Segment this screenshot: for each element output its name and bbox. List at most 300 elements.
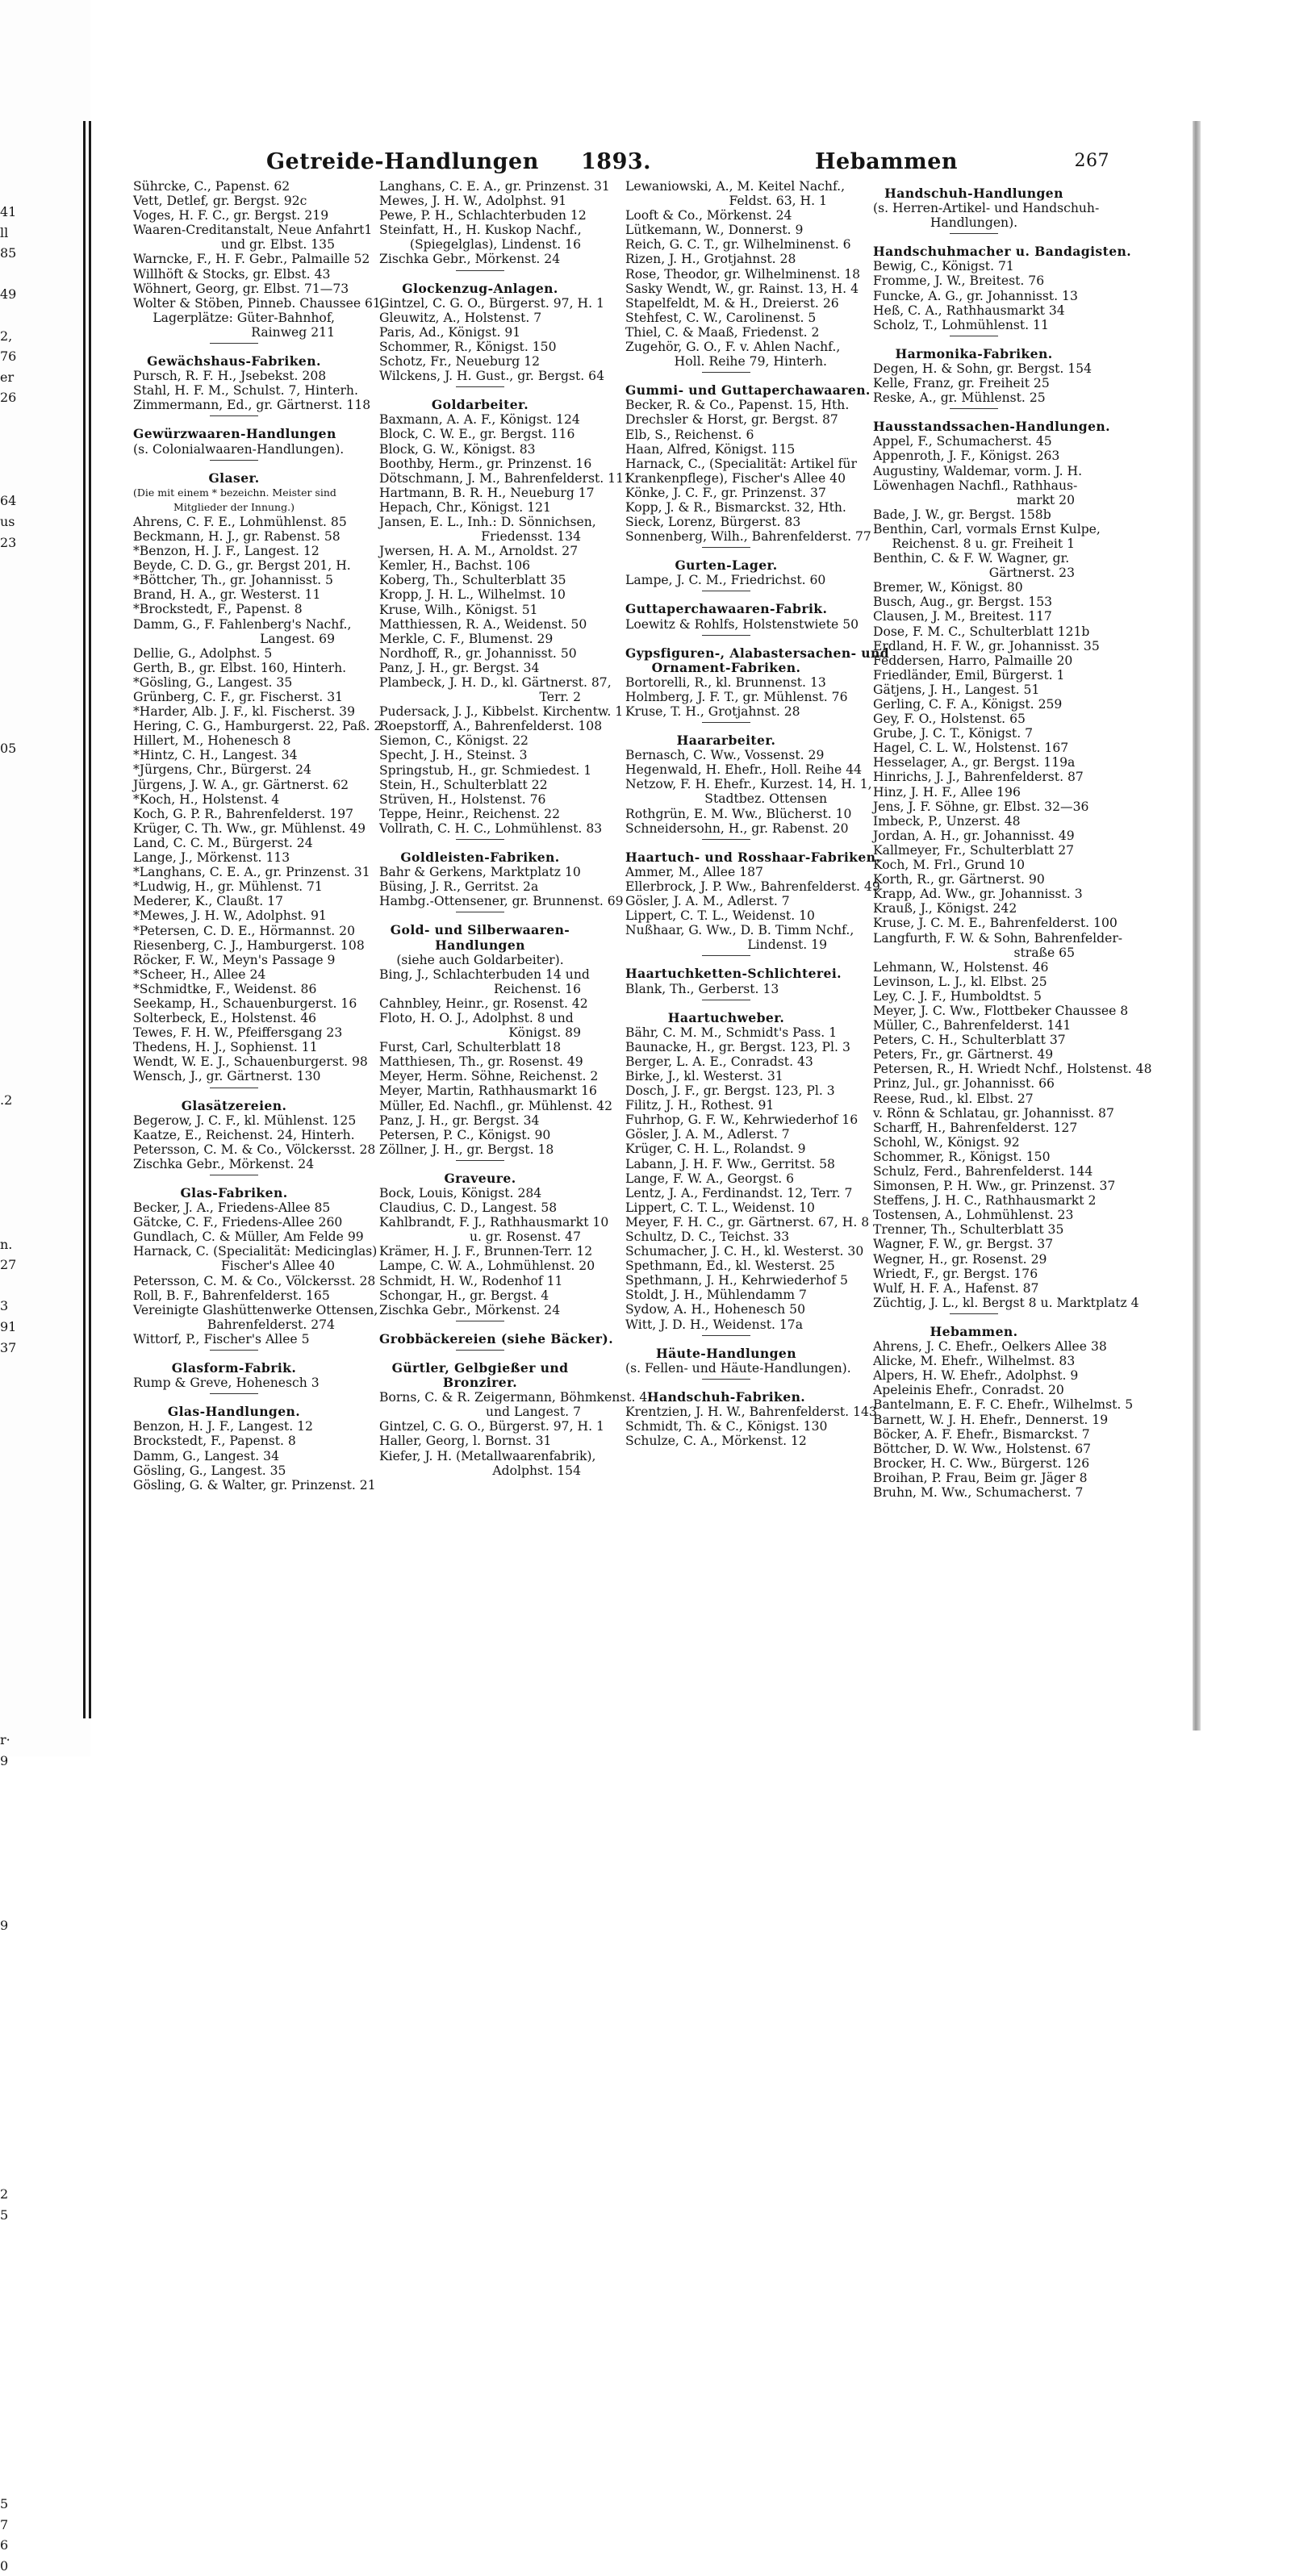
left-page-fragment [0,1441,16,1462]
entry-line: Peters, C. H., Schulterblatt 37 [873,1033,1066,1048]
entry-line: Dose, F. M. C., Schulterblatt 121b [873,624,1090,639]
left-page-fragment [0,1956,16,1977]
entry-line: Sasky Wendt, W., gr. Rainst. 13, H. 4 [625,281,859,296]
entry-line: Warncke, F., H. F. Gebr., Palmaille 52 [133,252,370,267]
entry-line: Meyer, Herm. Söhne, Reichenst. 2 [379,1069,599,1084]
left-page-fragment: 64 [0,493,17,509]
entry-line: Alicke, M. Ehefr., Wilhelmst. 83 [873,1354,1076,1369]
entry-line: Levinson, L. J., kl. Elbst. 25 [873,974,1047,989]
entry-line: Bade, J. W., gr. Bergst. 158b [873,507,1051,522]
left-page-fragment [0,697,16,718]
left-page-fragment [0,2143,16,2164]
entry-line: Beyde, C. D. G., gr. Bergst 201, H. [133,558,351,574]
entry-line: *Brockstedt, F., Papenst. 8 [133,602,303,617]
entry-line: Stapelfeldt, M. & H., Dreierst. 26 [625,295,839,311]
entry-line: Bruhn, M. Ww., Schumacherst. 7 [873,1484,1084,1500]
entry-line: Röcker, F. W., Meyn's Passage 9 [133,952,336,967]
entry-continuation: Gärtnerst. 23 [988,566,1075,581]
entry-line: Erdland, H. F. W., gr. Johannisst. 35 [873,638,1100,653]
left-page-fragment: 9 [0,1918,9,1934]
entry-line: Langhans, C. E. A., gr. Prinzenst. 31 [379,179,610,194]
entry-line: Rose, Theodor, gr. Wilhelminenst. 18 [625,266,861,282]
entry-line: Hepach, Chr., Königst. 121 [379,499,551,515]
entry-line: Kiefer, J. H. (Metallwaarenfabrik), [379,1448,596,1463]
left-page-fragment [0,1523,16,1544]
entry-line: Steinfatt, H., H. Kuskop Nachf., [379,223,582,238]
entry-line: Schneidersohn, H., gr. Rabenst. 20 [625,820,849,836]
entry-line: Appel, F., Schumacherst. 45 [873,434,1052,449]
entry-continuation: Feldst. 63, H. 1 [729,194,827,209]
entry-line: Birke, J., kl. Westerst. 31 [625,1068,783,1083]
entry-line: Bähr, C. M. M., Schmidt's Pass. 1 [625,1025,838,1040]
entry-line: Krentzien, J. H. W., Bahrenfelderst. 143 [625,1404,877,1419]
section-heading: Haartuch- und Rosshaar-Fabriken. [625,849,881,865]
entry-line: Stahl, H. F. M., Schulst. 7, Hinterh. [133,383,358,399]
directory-column-3 [625,179,890,1449]
left-page-fragment [0,1358,16,1379]
entry-line: Gintzel, C. G. O., Bürgerst. 97, H. 1 [379,1419,604,1434]
entry-line: Hambg.-Ottensener, gr. Brunnenst. 69 [379,894,624,909]
section-heading-cont: Bronzirer. [442,1375,518,1391]
section-rule [133,340,335,347]
entry-line: Begerow, J. C. F., kl. Mühlenst. 125 [133,1113,357,1128]
entry-line: Jürgens, J. W. A., gr. Gärtnerst. 62 [133,777,349,792]
entry-line: Drechsler & Horst, gr. Bergst. 87 [625,412,838,428]
entry-line: Damm, G., F. Fahlenberg's Nachf., [133,616,352,632]
entry-line: Petersson, C. M. & Co., Völckersst. 28 [133,1142,376,1157]
left-page-fragment [0,1895,16,1916]
left-page-fragment [0,1605,16,1626]
section-rule [873,405,1075,412]
left-page-fragment [0,1585,16,1606]
entry-continuation: Holl. Reihe 79, Hinterh. [674,354,827,369]
entry-line: Kruse, Wilh., Königst. 51 [379,602,538,617]
left-page-fragment [0,1544,16,1565]
entry-continuation: Löwenhagen Nachfl., Rathhaus- [873,478,1078,493]
entry-line: Rizen, J. H., Grotjahnst. 28 [625,252,796,267]
entry-line: Plambeck, J. H. D., kl. Gärtnerst. 87, [379,675,612,690]
section-rule [133,1346,335,1354]
left-page-fragment [0,2411,16,2432]
entry-line: Kruse, T. H., Grotjahnst. 28 [625,704,800,719]
entry-line: Broihan, P. Frau, Beim gr. Jäger 8 [873,1470,1088,1485]
entry-line: Wulf, H. F. A., Hafenst. 87 [873,1280,1039,1296]
entry-line: Brand, H. A., gr. Westerst. 11 [133,587,321,603]
left-page-fragment [0,841,16,862]
left-page-fragment [0,1502,16,1523]
entry-line: Schotz, Fr., Neueburg 12 [379,354,541,369]
entry-line: Nußhaar, G. Ww., D. B. Timm Nchf., [625,923,854,938]
entry-line: Nordhoff, R., gr. Johannisst. 50 [379,645,577,661]
entry-line: Gleuwitz, A., Holstenst. 7 [379,310,542,325]
left-page-fragment [0,2246,16,2267]
entry-line: Feddersen, Harro, Palmaille 20 [873,653,1073,668]
entry-line: Thiel, C. & Maaß, Friedenst. 2 [625,324,820,340]
entry-line: Kallmeyer, Fr., Schulterblatt 27 [873,842,1075,858]
left-page-fragment [0,2369,16,2390]
left-page-fragment [0,2060,16,2081]
entry-line: Reske, A., gr. Mühlenst. 25 [873,390,1046,406]
entry-line: Clausen, J. M., Breitest. 117 [873,609,1052,624]
entry-line: *Harder, Alb. J. F., kl. Fischerst. 39 [133,704,356,720]
left-page-fragment [0,1110,16,1131]
left-page-fragment [0,429,16,450]
left-page-fragment: 5 [0,2495,9,2511]
entry-line: Gösler, J. A. M., Adlerst. 7 [625,1127,790,1142]
cross-reference: (s. Herren-Artikel- und Handschuh- [873,201,1100,216]
entry-line: *Hintz, C. H., Langest. 34 [133,748,298,763]
entry-line: Meyer, F. H. C., gr. Gärtnerst. 67, H. 8 [625,1214,870,1230]
left-page-fragment [0,2390,16,2411]
left-page-fragment [0,1007,16,1028]
entry-line: Tewes, F. H. W., Pfeiffersgang 23 [133,1025,343,1041]
entry-line: Berger, L. A. E., Conradst. 43 [625,1054,813,1069]
entry-line: Ahrens, C. F. E., Lohmühlenst. 85 [133,514,347,529]
entry-line: Labann, J. H. F. Ww., Gerritst. 58 [625,1156,835,1171]
entry-line: Stein, H., Schulterblatt 22 [379,777,548,792]
entry-line: Wendt, W. E. J., Schauenburgerst. 98 [133,1054,368,1070]
entry-line: Vereinigte Glashüttenwerke Ottensen, [133,1302,378,1317]
left-page-fragment [0,2122,16,2143]
entry-line: v. Rönn & Schlatau, gr. Johannisst. 87 [873,1105,1114,1121]
left-page-fragment [0,883,16,904]
left-page-fragment: 7 [0,2516,9,2532]
left-page-fragment [0,1977,16,1998]
entry-line: Spethmann, J. H., Kehrwiederhof 5 [625,1273,848,1288]
section-rule [133,1084,335,1092]
entry-continuation: Lagerplätze: Güter-Bahnhof, [152,310,335,325]
section-rule [379,1317,581,1325]
left-page-fragment: 0 [0,2557,9,2574]
section-heading-cont: Handlungen [435,937,525,953]
entry-line: Grube, J. C. T., Königst. 7 [873,726,1034,741]
entry-line: Scholz, T., Lohmühlenst. 11 [873,317,1049,332]
left-page-fragment [0,1833,16,1854]
left-page-fragment: 91 [0,1319,17,1335]
entry-line: Mewes, J. H. W., Adolphst. 91 [379,194,566,209]
section-rule [379,267,581,274]
entry-line: Voges, H. F. C., gr. Bergst. 219 [133,208,329,223]
entry-line: Schongar, H., gr. Bergst. 4 [379,1288,549,1303]
entry-line: Funcke, A. G., gr. Johannisst. 13 [873,288,1078,303]
entry-line: Apeleinis Ehefr., Conradst. 20 [873,1383,1064,1398]
entry-line: Schommer, R., Königst. 150 [379,339,557,354]
section-heading: Graveure. [444,1170,516,1186]
entry-line: Lange, F. W. A., Georgst. 6 [625,1171,795,1186]
entry-line: Korth, R., gr. Gärtnerst. 90 [873,872,1045,887]
entry-line: Lippert, C. T. L., Weidenst. 10 [625,908,815,924]
entry-line: Wriedt, F., gr. Bergst. 176 [873,1266,1038,1281]
left-page-fragment [0,1998,16,2019]
entry-line: Harnack, C., (Specialität: Artikel für [625,456,857,471]
left-page-fragment [0,1647,16,1668]
entry-line: Gösler, J. A. M., Adlerst. 7 [625,894,790,909]
section-rule [625,952,827,959]
entry-line: Meyer, Martin, Rathhausmarkt 16 [379,1083,597,1099]
entry-continuation: Terr. 2 [539,690,581,705]
entry-line: Benzon, H. J. F., Langest. 12 [133,1419,313,1434]
entry-line: Hering, C. G., Hamburgerst. 22, Paß. 2 [133,719,382,734]
entry-continuation: (Spiegelglas), Lindenst. 16 [409,237,581,253]
section-rule [625,719,827,726]
entry-line: Lentz, J. A., Ferdinandst. 12, Terr. 7 [625,1185,853,1200]
entry-line: Cahnbley, Heinr., gr. Rosenst. 42 [379,996,588,1011]
entry-line: Block, C. W. E., gr. Bergst. 116 [379,427,575,442]
section-heading: Hebammen. [930,1323,1018,1339]
section-heading: Guttaperchawaaren-Fabrik. [625,601,828,617]
entry-line: Fromme, J. W., Breitest. 76 [873,273,1045,289]
section-note: Mitglieder der Innung.) [173,500,295,513]
entry-line: Bantelmann, E. F. C. Ehefr., Wilhelmst. 5 [873,1397,1134,1413]
entry-line: Holmberg, J. F. T., gr. Mühlenst. 76 [625,689,848,704]
left-page-fragment: 05 [0,741,17,757]
left-page-fragment [0,987,16,1008]
entry-line: *Scheer, H., Allee 24 [133,967,266,982]
left-page-fragment [0,1854,16,1875]
entry-line: Dellie, G., Adolphst. 5 [133,645,273,661]
entry-line: Krüger, C. H. L., Rolandst. 9 [625,1142,806,1157]
entry-line: Petersen, R., H. Wriedt Nchf., Holstenst. 48 [873,1062,1152,1077]
entry-line: Roll, B. F., Bahrenfelderst. 165 [133,1288,330,1303]
entry-line: Koberg, Th., Schulterblatt 35 [379,573,566,588]
entry-line: Schmidt, H. W., Rodenhof 11 [379,1273,563,1288]
entry-continuation: Reichenst. 8 u. gr. Freiheit 1 [892,536,1075,551]
entry-line: Solterbeck, E., Holstenst. 46 [133,1011,317,1026]
entry-line: Block, G. W., Königst. 83 [379,441,536,457]
left-page-fragment: 3 [0,1298,9,1314]
entry-continuation: Fischer's Allee 40 [220,1259,335,1274]
entry-line: Specht, J. H., Steinst. 3 [379,748,528,763]
entry-line: Hesselager, A., gr. Bergst. 119a [873,755,1076,770]
entry-line: Bortorelli, R., kl. Brunnenst. 13 [625,674,826,690]
section-heading: Hausstandssachen-Handlungen. [873,419,1110,435]
entry-line: Krüger, C. Th. Ww., gr. Mühlenst. 49 [133,820,366,836]
section-heading: Gürtler, Gelbgießer und [391,1359,569,1376]
entry-line: Strüven, H., Holstenst. 76 [379,791,546,807]
entry-line: Friedländer, Emil, Bürgerst. 1 [873,667,1065,683]
entry-line: Sydow, A. H., Hohenesch 50 [625,1302,806,1317]
entry-line: Lampe, C. W. A., Lohmühlenst. 20 [379,1259,595,1274]
entry-line: Jordan, A. H., gr. Johannisst. 49 [873,828,1075,843]
entry-line: Kropp, J. H. L., Wilhelmst. 10 [379,587,566,603]
left-page-fragment [0,945,16,966]
left-page-fragment [0,1812,16,1833]
running-head [266,149,1109,177]
entry-line: Krapp, Ad. Ww., gr. Johannisst. 3 [873,887,1083,902]
section-heading-cont: Ornament-Fabriken. [651,659,801,675]
entry-line: Kopp, J. & R., Bismarckst. 32, Hth. [625,499,846,515]
section-heading: Glockenzug-Anlagen. [402,280,558,296]
entry-line: Lange, J., Mörkenst. 113 [133,850,290,866]
entry-line: Schommer, R., Königst. 150 [873,1149,1051,1164]
entry-line: Grünberg, C. F., gr. Fischerst. 31 [133,690,344,704]
entry-line: *Ludwig, H., gr. Mühlenst. 71 [133,879,323,895]
section-heading: Handschuh-Handlungen [884,186,1063,201]
directory-column-4 [873,179,1152,1500]
left-page-fragment [0,2287,16,2308]
section-heading: Glasform-Fabrik. [171,1360,297,1376]
left-page-fragment: ll [0,224,9,240]
entry-line: *Böttcher, Th., gr. Johannisst. 5 [133,573,333,588]
left-page-fragment [0,408,16,429]
left-page-fragment [0,594,16,615]
left-page-fragment: us [0,513,15,529]
entry-line: Bock, Louis, Königst. 284 [379,1186,542,1200]
section-rule [873,332,1075,340]
section-rule [379,836,581,843]
left-page-fragment: 23 [0,534,17,550]
entry-line: Müller, C., Bahrenfelderst. 141 [873,1018,1072,1033]
left-page-fragment [0,1213,16,1234]
entry-line: Rothgrün, E. M. Ww., Blücherst. 10 [625,806,852,821]
entry-line: Bewig, C., Königst. 71 [873,259,1014,274]
entry-line: Zischka Gebr., Mörkenst. 24 [379,252,561,267]
entry-line: Ellerbrock, J. P. Ww., Bahrenfelderst. 49 [625,879,880,894]
entry-continuation: und Langest. 7 [485,1405,581,1420]
entry-line: Lampe, J. C. M., Friedrichst. 60 [625,573,826,588]
left-page-fragment: 41 [0,204,17,219]
left-page-fragment [0,2453,16,2474]
entry-line: Rump & Greve, Hohenesch 3 [133,1376,320,1391]
left-page-fragment [0,904,16,925]
entry-line: Schulze, C. A., Mörkenst. 12 [625,1434,807,1449]
entry-line: Harnack, C. (Specialität: Medicinglas) [133,1244,378,1259]
entry-line: Scharff, H., Bahrenfelderst. 127 [873,1120,1078,1135]
section-heading: Gurten-Lager. [675,557,778,574]
entry-line: *Petersen, C. D. E., Hörmannst. 20 [133,923,355,938]
entry-line: Beckmann, H. J., gr. Rabenst. 58 [133,528,341,544]
left-page-fragment [0,862,16,883]
entry-line: Baunacke, H., gr. Bergst. 123, Pl. 3 [625,1039,850,1054]
entry-line: Teppe, Heinr., Reichenst. 22 [379,806,561,821]
entry-line: Wagner, F. W., gr. Bergst. 37 [873,1237,1054,1252]
left-page-fragment [0,656,16,677]
left-page-fragment: 76 [0,349,17,365]
entry-line: Imbeck, P., Unzerst. 48 [873,813,1021,829]
section-rule [625,369,827,376]
section-heading: Haartuchketten-Schlichterei. [625,966,842,982]
entry-line: Jansen, E. L., Inh.: D. Sönnichsen, [379,514,596,529]
left-page-fragment: .2 [0,1092,13,1108]
entry-line: Petersen, P. C., Königst. 90 [379,1127,551,1142]
entry-line: Bahr & Gerkens, Marktplatz 10 [379,865,581,880]
left-page-fragment [0,2328,16,2349]
entry-line: Furst, Carl, Schulterblatt 18 [379,1040,562,1055]
entry-line: Ammer, M., Allee 187 [625,864,763,879]
cross-reference: (siehe auch Goldarbeiter). [396,952,564,967]
left-page-fragment [0,2308,16,2329]
section-rule [133,1171,335,1179]
left-page-fragment [0,2019,16,2040]
entry-line: Hegenwald, H. Ehefr., Holl. Reihe 44 [625,762,863,778]
section-heading: Harmonika-Fabriken. [895,345,1053,361]
section-heading: Häute-Handlungen [655,1345,796,1361]
entry-line: Thedens, H. J., Sophienst. 11 [133,1040,318,1055]
entry-line: Gätcke, C. F., Friedens-Allee 260 [133,1215,343,1230]
entry-line: Reich, G. C. T., gr. Wilhelminenst. 6 [625,237,851,253]
entry-line: Dötschmann, J. M., Bahrenfelderst. 111 [379,470,632,486]
entry-line: Zischka Gebr., Mörkenst. 24 [133,1156,315,1171]
entry-line: Becker, R. & Co., Papenst. 15, Hth. [625,398,850,413]
left-page-fragment [0,759,16,780]
directory-column-1 [133,179,385,1493]
entry-line: Gätjens, J. H., Langest. 51 [873,682,1040,697]
entry-line: Tostensen, A., Lohmühlenst. 23 [873,1208,1074,1223]
entry-continuation: Bahrenfelderst. 274 [207,1317,335,1332]
entry-line: Busch, Aug., gr. Bergst. 153 [873,595,1053,610]
entry-line: Jwersen, H. A. M., Arnoldst. 27 [379,544,579,559]
left-page-fragment [0,1626,16,1647]
section-heading: Glaser. [208,470,260,486]
cross-reference: (s. Fellen- und Häute-Handlungen). [625,1360,851,1376]
section-heading: Haararbeiter. [676,733,776,749]
page-number: 267 [1074,151,1109,171]
left-page-fragment [0,966,16,987]
entry-line: Böcker, A. F. Ehefr., Bismarckst. 7 [873,1426,1090,1442]
left-page-fragment: 37 [0,1339,17,1355]
left-page-fragment [0,553,16,574]
entry-continuation: Lindenst. 19 [747,937,827,953]
entry-line: Hartmann, B. R. H., Neueburg 17 [379,485,595,500]
entry-line: Schumacher, J. C. H., kl. Westerst. 30 [625,1244,864,1259]
cross-reference: (s. Colonialwaaren-Handlungen). [133,441,345,457]
entry-line: Gintzel, C. G. O., Bürgerst. 97, H. 1 [379,295,604,311]
section-note: (Die mit einem * bezeichn. Meister sind [133,486,336,499]
left-page-fragment [0,1709,16,1730]
entry-line: Looft & Co., Mörkenst. 24 [625,208,792,223]
left-page-fragment [0,2473,16,2494]
left-page-fragment [0,718,16,739]
entry-line: Damm, G., Langest. 34 [133,1448,279,1463]
left-page-fragment [0,615,16,636]
entry-line: Trenner, Th., Schulterblatt 35 [873,1222,1064,1238]
entry-line: Stoldt, J. H., Mühlendamm 7 [625,1288,807,1303]
left-page-fragment [0,1131,16,1152]
entry-line: Prinz, Jul., gr. Johannisst. 66 [873,1076,1055,1092]
entry-line: Kaatze, E., Reichenst. 24, Hinterh. [133,1127,355,1142]
entry-line: Stehfest, C. W., Carolinenst. 5 [625,310,817,325]
section-rule [379,1346,581,1354]
entry-continuation: Langest. 69 [260,631,335,646]
left-page-fragment [0,574,16,595]
section-rule [133,412,335,420]
section-heading: Gewürzwaaren-Handlungen [133,426,336,442]
left-page-fragment [0,2163,16,2184]
section-heading: Gewächshaus-Fabriken. [147,353,321,369]
entry-line: Schulz, Ferd., Bahrenfelderst. 144 [873,1164,1093,1179]
left-page-fragment [0,1792,16,1813]
left-page-fragment [0,264,16,285]
entry-line: Filitz, J. H., Rothest. 91 [625,1098,775,1113]
left-page-fragment [0,1668,16,1689]
left-page-fragment [0,1564,16,1585]
entry-line: Pursch, R. F. H., Jsebekst. 208 [133,369,327,384]
directory-column-2 [379,179,648,1478]
entry-line: Land, C. C. M., Bürgerst. 24 [133,835,313,850]
left-page-fragment [0,800,16,821]
entry-line: Sührcke, C., Papenst. 62 [133,179,290,194]
entry-line: Kruse, J. C. M. E., Bahrenfelderst. 100 [873,916,1118,931]
section-heading: Gummi- und Guttaperchawaaren. [625,382,871,399]
entry-line: Seekamp, H., Schauenburgerst. 16 [133,996,357,1011]
entry-continuation: u. gr. Rosenst. 47 [469,1230,581,1245]
entry-line: Alpers, H. W. Ehefr., Adolphst. 9 [873,1368,1079,1384]
section-heading: Gypsfiguren-, Alabastersachen- und [625,645,890,661]
entry-line: Springstub, H., gr. Schmiedest. 1 [379,762,592,778]
entry-line: Spethmann, Ed., kl. Westerst. 25 [625,1259,835,1274]
left-page-fragment [0,470,16,491]
left-page-fragment [0,821,16,842]
